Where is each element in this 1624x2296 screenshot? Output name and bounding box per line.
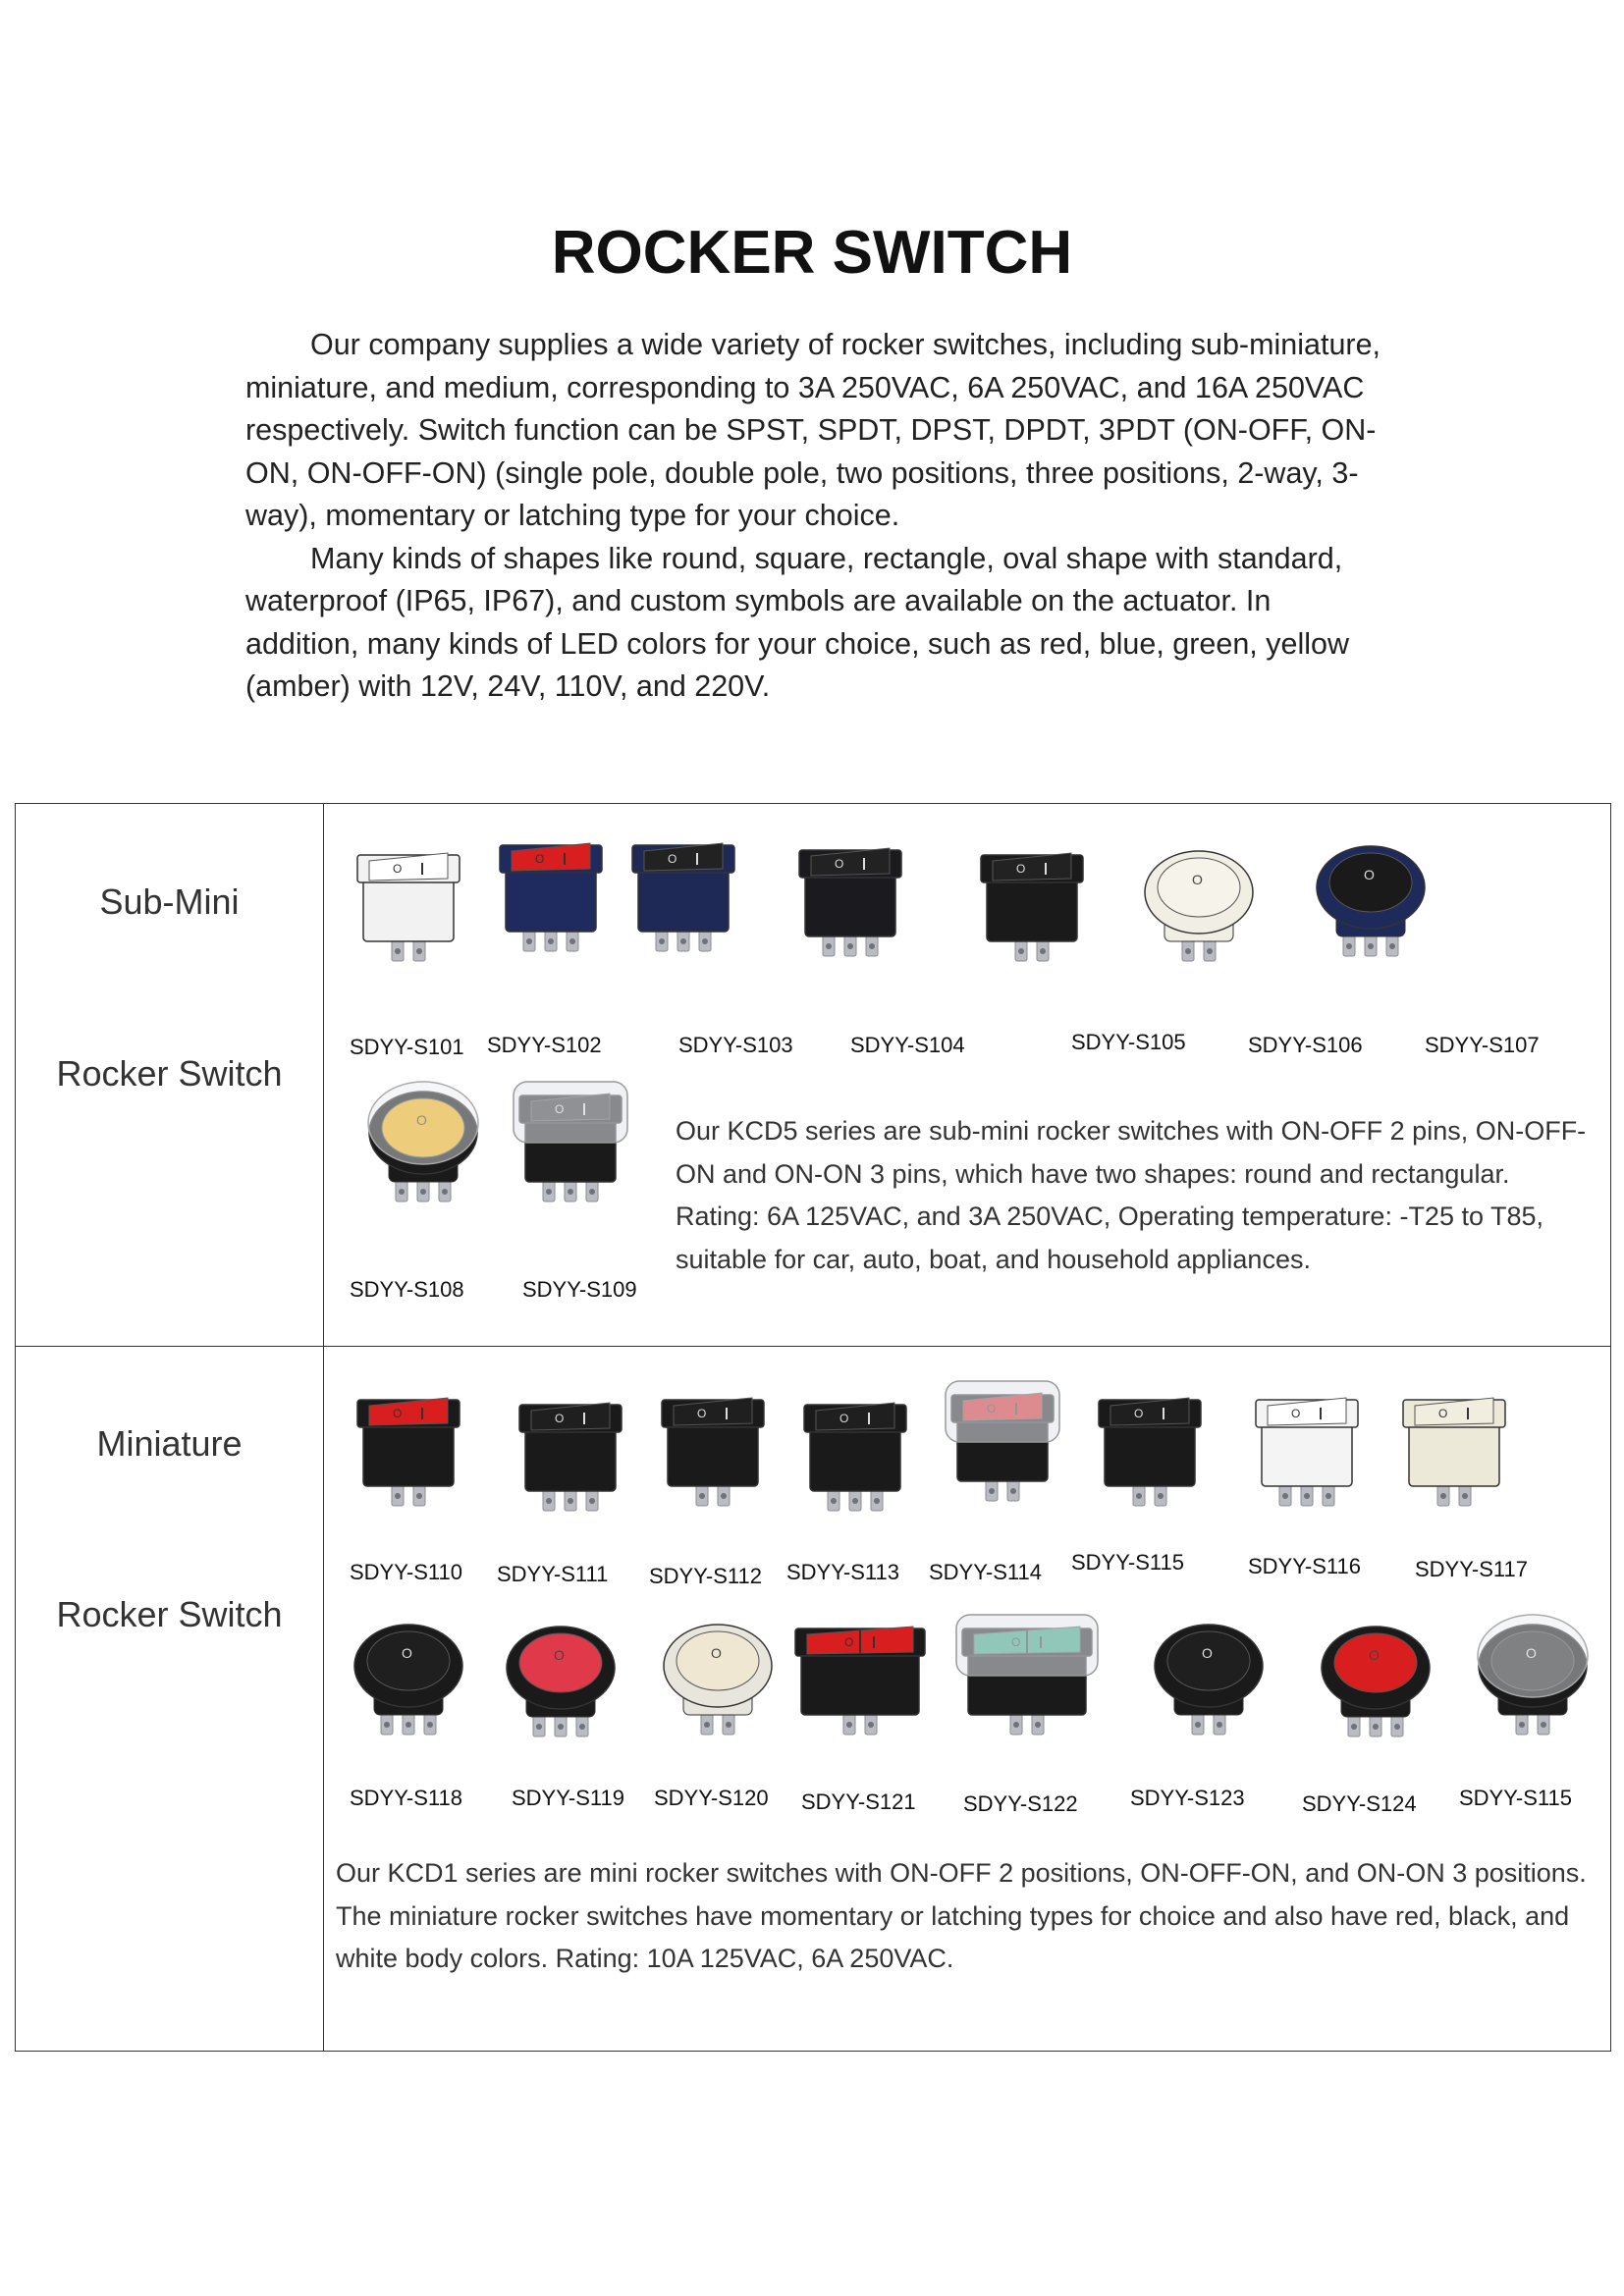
product-code: SDYY-S124 [1302, 1791, 1417, 1816]
rocker-switch-image [782, 1383, 929, 1530]
svg-text:O: O [1016, 862, 1026, 876]
rocker-switch-image [497, 1383, 644, 1530]
svg-text:O: O [711, 1645, 722, 1661]
section-label-line1: Sub-Mini [99, 881, 240, 922]
product-code: SDYY-S115 [1071, 1550, 1184, 1575]
page-title: ROCKER SWITCH [551, 219, 1073, 287]
svg-text:O: O [1134, 1407, 1144, 1420]
svg-text:O: O [1291, 1407, 1301, 1420]
svg-text:O: O [1438, 1407, 1448, 1420]
rocker-switch-image [1380, 1378, 1528, 1525]
svg-text:O: O [697, 1407, 707, 1420]
product-code: SDYY-S118 [350, 1786, 462, 1810]
rocker-switch-image [335, 833, 482, 981]
product-code: SDYY-S104 [850, 1033, 965, 1057]
product-code: SDYY-S102 [487, 1033, 602, 1057]
rocker-switch-image [1302, 1609, 1449, 1756]
rocker-switch-image [1076, 1378, 1223, 1525]
product-code: SDYY-S117 [1415, 1557, 1528, 1581]
svg-text:O: O [555, 1412, 565, 1425]
product-code: SDYY-S107 [1425, 1033, 1540, 1057]
rocker-switch-image [786, 1607, 934, 1754]
svg-text:O: O [393, 1407, 403, 1420]
product-code: SDYY-S113 [786, 1560, 899, 1584]
product-code: SDYY-S103 [678, 1033, 793, 1057]
product-code: SDYY-S120 [654, 1786, 769, 1810]
rocker-switch-image [644, 1607, 791, 1754]
svg-text:O: O [835, 857, 844, 871]
product-code: SDYY-S101 [350, 1035, 464, 1059]
product-code: SDYY-S105 [1071, 1030, 1186, 1054]
intro-text [245, 324, 1384, 709]
rocker-switch-image [1135, 1607, 1282, 1754]
product-code: SDYY-S115 [1459, 1786, 1572, 1810]
rocker-switch-image [335, 1378, 482, 1525]
product-code: SDYY-S122 [963, 1791, 1078, 1816]
svg-text:O: O [1369, 1647, 1380, 1663]
rocker-switch-image [1459, 1607, 1606, 1754]
section-label-line2: Rocker Switch [56, 1594, 283, 1634]
intro-paragraph: Our company supplies a wide variety of rocker switches, including sub-miniature, miniature, and medium, corresponding to 3A 250VAC, 6A 250VAC, and 16A 250VAC respectively. Switch function can be SPST, SPDT, DPST, DPDT, 3PDT (ON-OFF, ON-ON, ON-OFF-ON) (single pole, double pole, two positions, three positions, 2-way, 3-way), momentary or latching type for your choice. [245, 328, 1381, 532]
product-code: SDYY-S106 [1248, 1033, 1363, 1057]
svg-text:O: O [535, 852, 545, 866]
rocker-switch-image [777, 828, 924, 976]
product-code: SDYY-S116 [1248, 1554, 1361, 1578]
svg-text:O: O [554, 1647, 565, 1663]
product-code: SDYY-S123 [1130, 1786, 1245, 1810]
svg-text:O: O [1192, 872, 1203, 887]
section-description: Our KCD1 series are mini rocker switches with ON-OFF 2 positions, ON-OFF-ON, and ON-ON 3 positions. The miniature rocker switches have momentary or latching types for choice and also have red, black, and white body colors. Rating: 10A 125VAC, 6A 250VAC. [336, 1858, 1587, 1973]
rocker-switch-image [1125, 833, 1272, 981]
row-divider [16, 1346, 1610, 1347]
rocker-switch-image [477, 824, 624, 971]
product-code: SDYY-S109 [522, 1277, 637, 1302]
rocker-switch-image [1233, 1378, 1380, 1525]
svg-text:O: O [844, 1635, 854, 1649]
rocker-switch-image [335, 1607, 482, 1754]
rocker-switch-image [929, 1373, 1076, 1521]
product-code: SDYY-S110 [350, 1560, 462, 1584]
svg-text:O: O [1202, 1645, 1213, 1661]
product-code: SDYY-S111 [497, 1562, 609, 1586]
rocker-switch-image [639, 1378, 786, 1525]
product-code: SDYY-S121 [801, 1789, 916, 1814]
rocker-switch-image [487, 1609, 634, 1756]
rocker-switch-image [1297, 828, 1444, 976]
rocker-switch-image [497, 1074, 644, 1221]
product-code: SDYY-S108 [350, 1277, 464, 1302]
product-code: SDYY-S114 [929, 1560, 1042, 1584]
svg-text:O: O [1364, 867, 1375, 882]
rocker-switch-image [610, 824, 757, 971]
product-code: SDYY-S119 [512, 1786, 624, 1810]
svg-text:O: O [402, 1645, 412, 1661]
svg-text:O: O [393, 862, 403, 876]
section-label-line2: Rocker Switch [56, 1053, 283, 1094]
section-description: Our KCD5 series are sub-mini rocker switches with ON-OFF 2 pins, ON-OFF-ON and ON-ON 3 pins, which have two shapes: round and rectangular. Rating: 6A 125VAC, and 3A 250VAC, Operating temperature: -T25 to T85, suitable for car, auto, boat, and household appliances. [676, 1116, 1587, 1274]
rocker-switch-image [350, 1074, 497, 1221]
product-code: SDYY-S112 [649, 1564, 762, 1588]
column-divider [323, 804, 324, 2051]
rocker-switch-image [953, 1607, 1101, 1754]
svg-text:O: O [839, 1412, 849, 1425]
section-label-line1: Miniature [96, 1423, 243, 1464]
svg-text:O: O [668, 852, 677, 866]
rocker-switch-image [958, 833, 1106, 981]
intro-paragraph: Many kinds of shapes like round, square, rectangle, oval shape with standard, waterproof (IP65, IP67), and custom symbols are available on the actuator. In addition, many kinds of LED colors for your choice, such as red, blue, green, yellow (amber) with 12V, 24V, 110V, and 220V. [245, 541, 1349, 703]
product-table [15, 803, 1611, 2052]
